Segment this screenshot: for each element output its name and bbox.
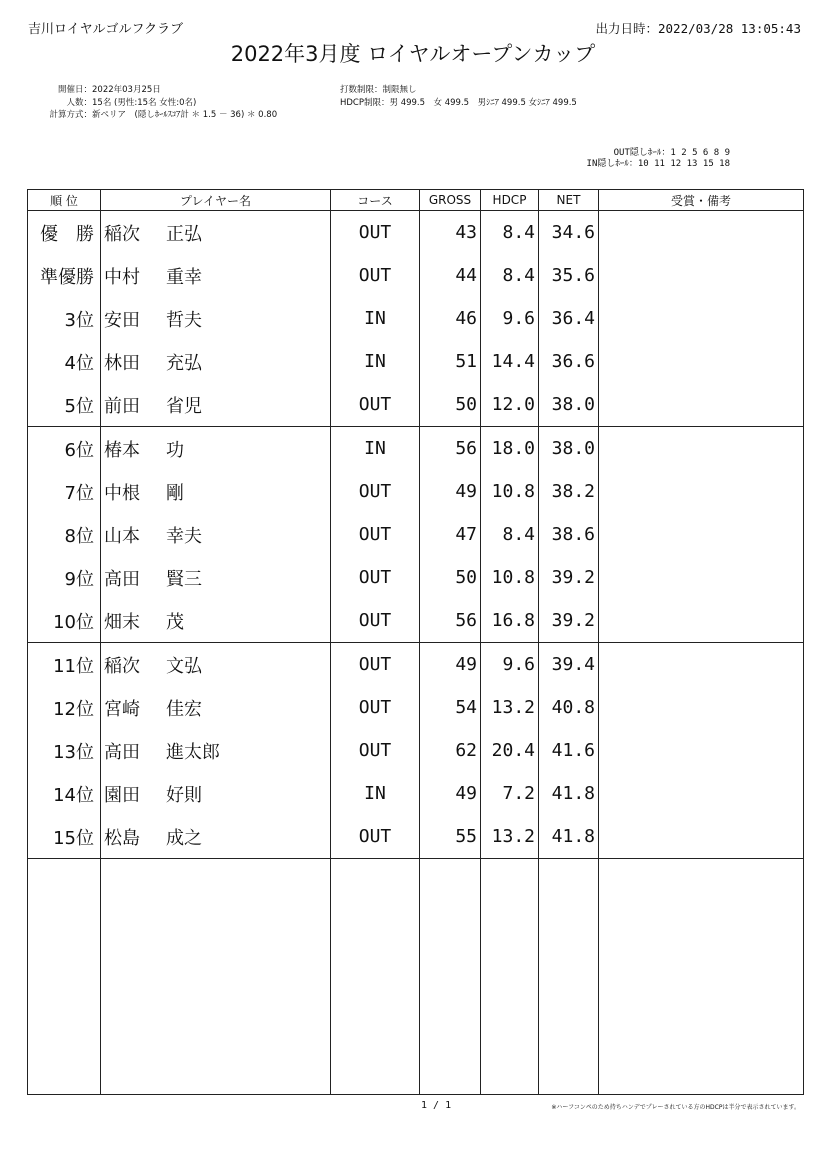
- rank-cell: 3位: [28, 297, 101, 340]
- gross-cell: 43: [420, 211, 481, 255]
- calc-method-row: [28, 109, 277, 122]
- gross-cell: 50: [420, 556, 481, 599]
- player-last-name: 松島: [104, 827, 140, 849]
- net-cell: 39.2: [539, 556, 599, 599]
- club-name: 吉川ロイヤルゴルフクラブ: [28, 22, 184, 37]
- in-hidden-holes-value: 10 11 12 13 15 18: [637, 159, 730, 169]
- course-cell: OUT: [331, 686, 420, 729]
- net-cell: 38.6: [539, 513, 599, 556]
- hdcp-cell: 14.4: [481, 340, 539, 383]
- course-cell: IN: [331, 427, 420, 471]
- rank-cell: 6位: [28, 427, 101, 471]
- remarks-cell: [599, 729, 804, 772]
- remarks-cell: [599, 815, 804, 859]
- gross-cell: 62: [420, 729, 481, 772]
- course-cell: OUT: [331, 643, 420, 687]
- course-cell: OUT: [331, 599, 420, 643]
- gross-cell: 49: [420, 470, 481, 513]
- out-hidden-holes-row: [587, 148, 730, 159]
- player-first-name: 幸夫: [166, 525, 202, 547]
- rank-cell: 11位: [28, 643, 101, 687]
- player-first-name: 好則: [166, 784, 202, 806]
- hdcp-cell: 13.2: [481, 815, 539, 859]
- course-cell: IN: [331, 340, 420, 383]
- net-cell: 41.8: [539, 772, 599, 815]
- remarks-cell: [599, 427, 804, 471]
- gross-cell: 47: [420, 513, 481, 556]
- player-first-name: 成之: [166, 827, 202, 849]
- out-hidden-holes-value: 1 2 5 6 8 9: [670, 148, 730, 158]
- rank-cell: 14位: [28, 772, 101, 815]
- hdcp-cell: 13.2: [481, 686, 539, 729]
- player-last-name: 高田: [104, 741, 140, 763]
- table-row: [28, 383, 804, 427]
- rank-cell: 4位: [28, 340, 101, 383]
- remarks-cell: [599, 470, 804, 513]
- table-row: [28, 427, 804, 471]
- rank-cell: 10位: [28, 599, 101, 643]
- player-name-cell: [101, 686, 331, 729]
- empty-row-area: [28, 859, 804, 1095]
- rank-cell: 13位: [28, 729, 101, 772]
- player-name-cell: [101, 383, 331, 427]
- remarks-cell: [599, 383, 804, 427]
- remarks-cell: [599, 772, 804, 815]
- hidden-holes: [587, 148, 730, 170]
- rank-cell: 8位: [28, 513, 101, 556]
- footer-note: ※ハーフコンペのため持ちハンデでプレーされている方のHDCPは半分で表示されています。: [551, 1104, 800, 1111]
- rank-cell: 9位: [28, 556, 101, 599]
- event-date-value: 2022年03月25日: [92, 85, 161, 95]
- hdcp-cell: 12.0: [481, 383, 539, 427]
- out-hidden-holes-label: OUT隠しﾎｰﾙ：: [613, 148, 671, 158]
- net-cell: 36.6: [539, 340, 599, 383]
- table-row: [28, 643, 804, 687]
- player-count-row: [28, 97, 277, 110]
- empty-cell: [28, 859, 101, 1095]
- table-row: [28, 470, 804, 513]
- gross-cell: 46: [420, 297, 481, 340]
- gross-cell: 55: [420, 815, 481, 859]
- player-first-name: 進太郎: [166, 741, 220, 763]
- net-cell: 41.6: [539, 729, 599, 772]
- stroke-limit-row: [340, 84, 577, 97]
- calc-method-value: 新ペリア (隠しﾎｰﾙｽｺｱ計 ＊ 1.5 － 36) ＊ 0.80: [92, 110, 278, 120]
- table-row: [28, 297, 804, 340]
- player-first-name: 功: [166, 439, 184, 461]
- gross-cell: 54: [420, 686, 481, 729]
- hdcp-limit-label: HDCP制限：: [340, 97, 390, 108]
- table-row: [28, 211, 804, 255]
- gross-cell: 56: [420, 599, 481, 643]
- player-first-name: 文弘: [166, 655, 202, 677]
- results-table: [27, 189, 804, 1095]
- player-first-name: 佳宏: [166, 698, 202, 720]
- gross-cell: 44: [420, 254, 481, 297]
- net-cell: 40.8: [539, 686, 599, 729]
- player-last-name: 高田: [104, 568, 140, 590]
- player-first-name: 充弘: [166, 352, 202, 374]
- output-datetime: 出力日時：2022/03/28 13:05:43: [595, 21, 801, 36]
- player-first-name: 賢三: [166, 568, 202, 590]
- player-name-cell: [101, 513, 331, 556]
- net-cell: 34.6: [539, 211, 599, 255]
- player-last-name: 稲次: [104, 223, 140, 245]
- player-first-name: 省児: [166, 395, 202, 417]
- table-row: [28, 556, 804, 599]
- hdcp-cell: 8.4: [481, 513, 539, 556]
- rank-cell: 12位: [28, 686, 101, 729]
- remarks-cell: [599, 211, 804, 255]
- event-date-row: [28, 84, 277, 97]
- course-cell: IN: [331, 772, 420, 815]
- player-name-cell: [101, 427, 331, 471]
- table-row: [28, 815, 804, 859]
- course-cell: OUT: [331, 211, 420, 255]
- player-name-cell: [101, 815, 331, 859]
- player-name-cell: [101, 470, 331, 513]
- table-row: [28, 513, 804, 556]
- remarks-cell: [599, 297, 804, 340]
- player-first-name: 茂: [166, 611, 184, 633]
- event-date-label: 開催日：: [57, 85, 92, 95]
- empty-cell: [420, 859, 481, 1095]
- player-first-name: 剛: [166, 482, 184, 504]
- player-last-name: 山本: [104, 525, 140, 547]
- player-name-cell: [101, 729, 331, 772]
- in-hidden-holes-row: [587, 159, 730, 170]
- header-net: NET: [539, 190, 599, 211]
- hdcp-cell: 7.2: [481, 772, 539, 815]
- player-first-name: 重幸: [166, 266, 202, 288]
- player-last-name: 稲次: [104, 655, 140, 677]
- net-cell: 38.2: [539, 470, 599, 513]
- table-row: [28, 772, 804, 815]
- player-name-cell: [101, 340, 331, 383]
- gross-cell: 56: [420, 427, 481, 471]
- net-cell: 39.4: [539, 643, 599, 687]
- remarks-cell: [599, 513, 804, 556]
- player-last-name: 林田: [104, 352, 140, 374]
- page-title: 2022年3月度 ロイヤルオープンカップ: [230, 42, 596, 66]
- player-name-cell: [101, 254, 331, 297]
- course-cell: OUT: [331, 513, 420, 556]
- player-last-name: 中村: [104, 266, 140, 288]
- header-remarks: 受賞・備考: [599, 190, 804, 211]
- in-hidden-holes-label: IN隠しﾎｰﾙ：: [586, 159, 638, 169]
- empty-cell: [481, 859, 539, 1095]
- net-cell: 38.0: [539, 383, 599, 427]
- player-first-name: 哲夫: [166, 309, 202, 331]
- gross-cell: 50: [420, 383, 481, 427]
- page-number: 1 / 1: [421, 1100, 452, 1111]
- gross-cell: 51: [420, 340, 481, 383]
- hdcp-limit-row: [340, 97, 577, 110]
- player-last-name: 中根: [104, 482, 140, 504]
- course-cell: OUT: [331, 729, 420, 772]
- course-cell: OUT: [331, 556, 420, 599]
- net-cell: 41.8: [539, 815, 599, 859]
- hdcp-cell: 9.6: [481, 297, 539, 340]
- player-name-cell: [101, 643, 331, 687]
- player-count-value: 15名 (男性:15名 女性:0名): [92, 97, 197, 108]
- net-cell: 39.2: [539, 599, 599, 643]
- remarks-cell: [599, 686, 804, 729]
- player-name-cell: [101, 297, 331, 340]
- net-cell: 35.6: [539, 254, 599, 297]
- event-info-left: [28, 84, 277, 122]
- player-name-cell: [101, 599, 331, 643]
- table-row: [28, 340, 804, 383]
- course-cell: OUT: [331, 254, 420, 297]
- rank-cell: 15位: [28, 815, 101, 859]
- stroke-limit-value: 制限無し: [382, 85, 417, 95]
- course-cell: OUT: [331, 470, 420, 513]
- empty-cell: [599, 859, 804, 1095]
- net-cell: 36.4: [539, 297, 599, 340]
- rank-cell: 優 勝: [28, 211, 101, 255]
- rank-cell: 7位: [28, 470, 101, 513]
- table-row: [28, 729, 804, 772]
- header-rank: 順 位: [28, 190, 101, 211]
- rank-cell: 準優勝: [28, 254, 101, 297]
- player-last-name: 前田: [104, 395, 140, 417]
- gross-cell: 49: [420, 643, 481, 687]
- remarks-cell: [599, 556, 804, 599]
- empty-cell: [539, 859, 599, 1095]
- player-last-name: 宮崎: [104, 698, 140, 720]
- remarks-cell: [599, 340, 804, 383]
- player-first-name: 正弘: [166, 223, 202, 245]
- hdcp-cell: 20.4: [481, 729, 539, 772]
- hdcp-cell: 8.4: [481, 211, 539, 255]
- remarks-cell: [599, 599, 804, 643]
- header-course: コース: [331, 190, 420, 211]
- course-cell: IN: [331, 297, 420, 340]
- empty-cell: [331, 859, 420, 1095]
- remarks-cell: [599, 643, 804, 687]
- player-last-name: 園田: [104, 784, 140, 806]
- player-count-label: 人数：: [66, 97, 92, 108]
- header-hdcp: HDCP: [481, 190, 539, 211]
- hdcp-cell: 18.0: [481, 427, 539, 471]
- player-name-cell: [101, 556, 331, 599]
- hdcp-cell: 16.8: [481, 599, 539, 643]
- header-gross: GROSS: [420, 190, 481, 211]
- table-row: [28, 599, 804, 643]
- gross-cell: 49: [420, 772, 481, 815]
- hdcp-cell: 10.8: [481, 556, 539, 599]
- empty-cell: [101, 859, 331, 1095]
- hdcp-cell: 10.8: [481, 470, 539, 513]
- player-last-name: 椿本: [104, 439, 140, 461]
- hdcp-cell: 8.4: [481, 254, 539, 297]
- header-player: プレイヤー名: [101, 190, 331, 211]
- net-cell: 38.0: [539, 427, 599, 471]
- course-cell: OUT: [331, 383, 420, 427]
- stroke-limit-label: 打数制限：: [340, 85, 383, 95]
- rank-cell: 5位: [28, 383, 101, 427]
- hdcp-limit-value: 男 499.5 女 499.5 男ｼﾆｱ 499.5 女ｼﾆｱ 499.5: [389, 97, 577, 108]
- calc-method-label: 計算方式：: [49, 110, 92, 120]
- player-name-cell: [101, 772, 331, 815]
- course-cell: OUT: [331, 815, 420, 859]
- player-name-cell: [101, 211, 331, 255]
- table-row: [28, 686, 804, 729]
- player-last-name: 安田: [104, 309, 140, 331]
- hdcp-cell: 9.6: [481, 643, 539, 687]
- table-header-row: [28, 190, 804, 211]
- table-row: [28, 254, 804, 297]
- event-info-right: [340, 84, 577, 109]
- remarks-cell: [599, 254, 804, 297]
- player-last-name: 畑末: [104, 611, 140, 633]
